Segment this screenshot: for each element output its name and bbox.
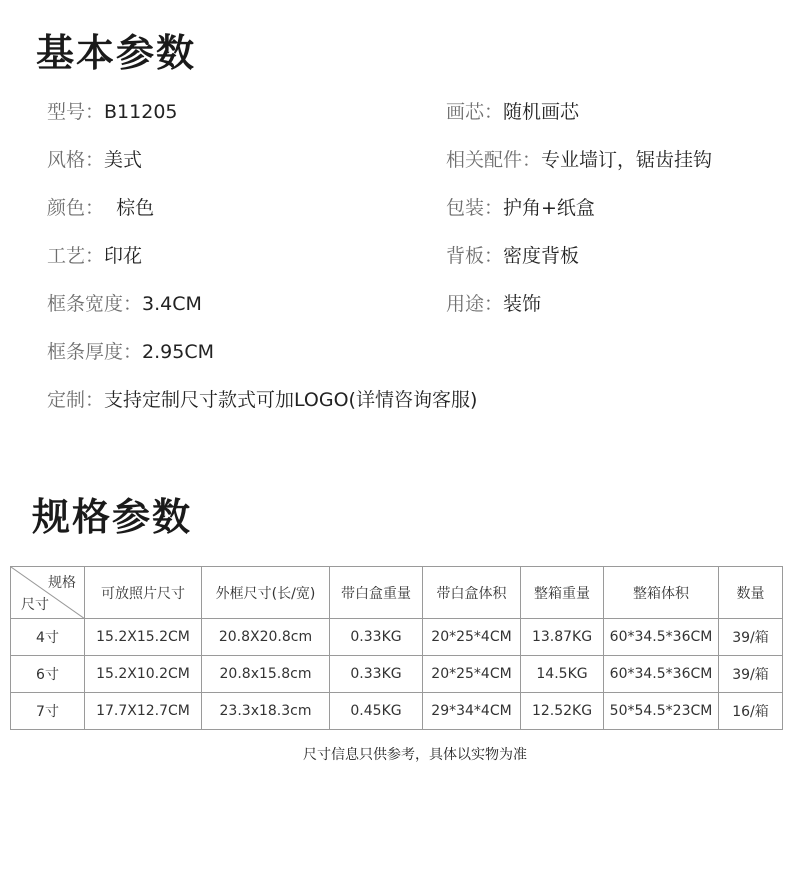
table-cell: 60*34.5*36CM [604,656,719,693]
header-cell: 可放照片尺寸 [85,567,202,619]
table-cell: 4寸 [11,619,85,656]
header-cell: 数量 [719,567,783,619]
table-cell: 0.45KG [330,693,423,730]
table-cell: 13.87KG [521,619,604,656]
param-key: 工艺： [47,245,105,267]
param-value: 棕色 [104,197,155,219]
param-key: 包装： [446,197,504,219]
param-backboard [446,244,579,268]
table-cell: 50*54.5*23CM [604,693,719,730]
table-cell: 20.8x15.8cm [202,656,330,693]
param-key: 框条厚度： [47,341,143,363]
table-cell: 12.52KG [521,693,604,730]
param-value: 装饰 [503,293,542,315]
basic-params-title: 基本参数 [36,31,197,75]
table-cell: 20*25*4CM [423,619,521,656]
corner-label-spec: 规格 [48,575,76,591]
table-cell: 20*25*4CM [423,656,521,693]
table-cell: 23.3x18.3cm [202,693,330,730]
table-cell: 39/箱 [719,656,783,693]
table-cell: 7寸 [11,693,85,730]
table-cell: 17.7X12.7CM [85,693,202,730]
table-cell: 6寸 [11,656,85,693]
param-key: 相关配件： [446,149,542,171]
corner-label-size: 尺寸 [21,597,49,613]
param-key: 风格： [47,149,105,171]
header-cell: 带白盒体积 [423,567,521,619]
header-cell: 外框尺寸(长/宽) [202,567,330,619]
table-cell: 15.2X10.2CM [85,656,202,693]
size-disclaimer: 尺寸信息只供参考，具体以实物为准 [303,747,527,763]
param-key: 型号： [47,101,105,123]
table-cell: 60*34.5*36CM [604,619,719,656]
param-value: 护角+纸盒 [503,197,595,219]
param-value: 3.4CM [142,293,202,315]
header-cell: 整箱重量 [521,567,604,619]
param-usage [446,292,541,316]
param-value: 密度背板 [503,245,580,267]
param-key: 背板： [446,245,504,267]
param-value: 印花 [104,245,143,267]
table-cell: 0.33KG [330,656,423,693]
param-key: 用途： [446,293,504,315]
param-frame-width [47,292,202,316]
table-cell: 14.5KG [521,656,604,693]
param-style [47,148,142,172]
param-key: 框条宽度： [47,293,143,315]
param-custom [47,388,477,412]
table-header-row [11,567,783,619]
table-cell: 29*34*4CM [423,693,521,730]
param-value: B11205 [104,101,178,123]
header-cell: 整箱体积 [604,567,719,619]
param-value: 2.95CM [142,341,214,363]
corner-header-cell [11,567,85,619]
table-cell: 15.2X15.2CM [85,619,202,656]
param-painting [446,100,579,124]
param-key: 画芯： [446,101,504,123]
param-value: 美式 [104,149,143,171]
spec-table [10,566,783,730]
spec-params-title: 规格参数 [32,495,193,539]
table-row [11,656,783,693]
param-packaging [446,196,595,220]
param-accessories [446,148,712,172]
table-cell: 0.33KG [330,619,423,656]
param-frame-thickness [47,340,214,364]
param-value: 专业墙订，锯齿挂钩 [541,149,713,171]
table-cell: 16/箱 [719,693,783,730]
param-key: 颜色： [47,197,105,219]
table-cell: 39/箱 [719,619,783,656]
param-model [47,100,178,124]
param-key: 定制： [47,389,105,411]
param-craft [47,244,142,268]
table-cell: 20.8X20.8cm [202,619,330,656]
param-color [47,196,154,220]
param-value: 支持定制尺寸款式可加LOGO(详情咨询客服) [104,389,478,411]
header-cell: 带白盒重量 [330,567,423,619]
param-value: 随机画芯 [503,101,580,123]
table-row [11,619,783,656]
table-row [11,693,783,730]
